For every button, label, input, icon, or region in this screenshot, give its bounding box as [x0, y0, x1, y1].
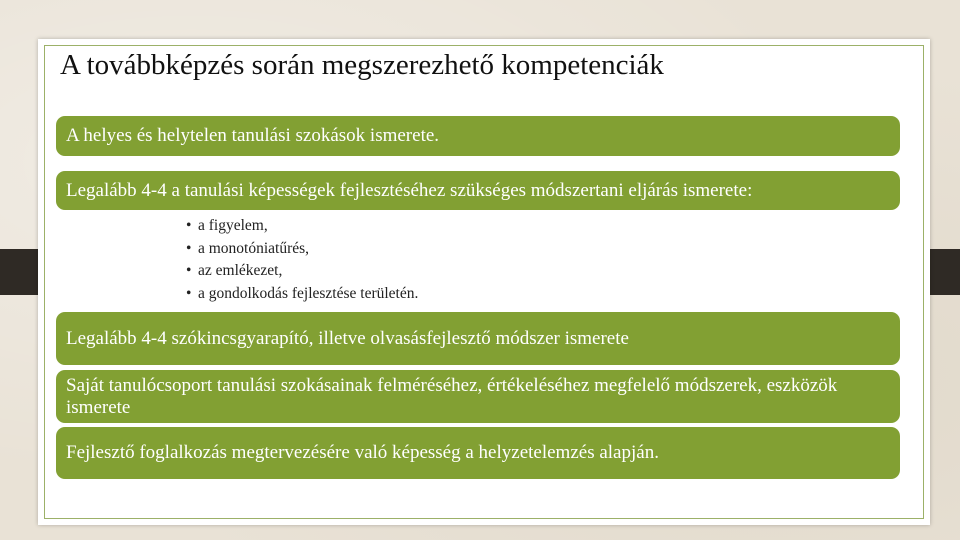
right-dark-strip: [930, 249, 960, 295]
sub-list-item: • a monotóniatűrés,: [186, 238, 418, 261]
competency-bar-5: [56, 427, 900, 479]
competency-text-1: A helyes és helytelen tanulási szokások ismerete.: [66, 125, 440, 146]
left-dark-strip: [0, 249, 38, 295]
sub-list-item: • a figyelem,: [186, 215, 418, 238]
competency-bar-4: [56, 370, 900, 423]
competency-text-4: Saját tanulócsoport tanulási szokásainak felméréséhez, értékeléséhez megfelelő módszerek, eszközök ismerete: [66, 374, 838, 418]
competency-text-2: Legalább 4-4 a tanulási képességek fejlesztéséhez szükséges módszertani eljárás ismerete:: [66, 179, 753, 201]
competency-bar-2: [56, 171, 900, 210]
skill-sub-list: [186, 215, 418, 305]
competency-bar-1: [56, 116, 900, 156]
sub-list-item: • a gondolkodás fejlesztése területén.: [186, 283, 418, 306]
sub-list-item: • az emlékezet,: [186, 260, 418, 283]
competency-text-5: Fejlesztő foglalkozás megtervezésére való képesség a helyzetelemzés alapján.: [66, 442, 659, 463]
competency-text-3: Legalább 4-4 szókincsgyarapító, illetve olvasásfejlesztő módszer ismerete: [66, 327, 629, 349]
competency-bar-3: [56, 312, 900, 365]
slide: [38, 39, 930, 525]
slide-title: A továbbképzés során megszerezhető kompetenciák: [60, 49, 664, 81]
